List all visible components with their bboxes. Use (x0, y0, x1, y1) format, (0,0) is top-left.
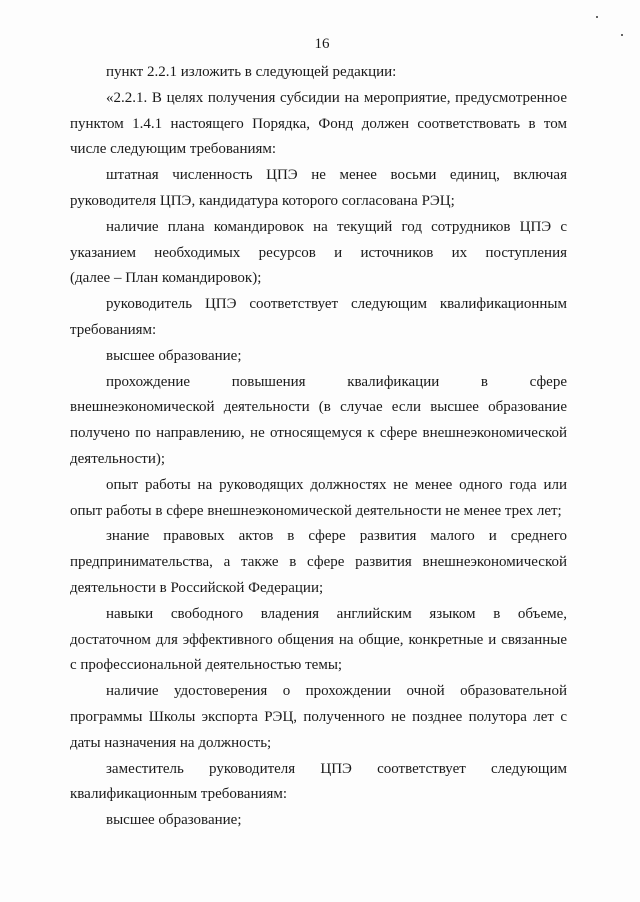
document-body (70, 60, 567, 834)
scan-speck (596, 16, 598, 18)
text-line: навыки свободного владения английским языком в объеме, (106, 605, 567, 622)
text-line: руководитель ЦПЭ соответствует следующим квалификационным (106, 296, 567, 313)
paragraph (70, 757, 567, 809)
text-line: получено по направлению, не относящемуся к сфере внешнеэкономической (70, 425, 567, 442)
text-line: руководителя ЦПЭ, кандидатура которого согласована РЭЦ; (70, 192, 455, 209)
text-line: опыт работы в сфере внешнеэкономической деятельности не менее трех лет; (70, 502, 562, 519)
paragraph (70, 808, 567, 834)
text-line: наличие удостоверения о прохождении очной образовательной (106, 683, 567, 700)
text-line: числе следующим требованиям: (70, 141, 277, 158)
paragraph (70, 215, 567, 292)
text-line: заместитель руководителя ЦПЭ соответствует следующим (106, 760, 567, 777)
text-line: «2.2.1. В целях получения субсидии на мероприятие, предусмотренное (106, 89, 567, 106)
paragraph (70, 473, 567, 525)
text-line: деятельности); (70, 450, 166, 467)
text-line: квалификационным требованиям: (70, 786, 288, 803)
text-line: предпринимательства, а также в сфере развития внешнеэкономической (70, 554, 567, 571)
scan-speck (621, 34, 623, 36)
paragraph (70, 86, 567, 163)
paragraph (70, 60, 567, 86)
paragraph (70, 344, 567, 370)
paragraph (70, 163, 567, 215)
text-line: с профессиональной деятельностью темы; (70, 657, 343, 674)
text-line: наличие плана командировок на текущий год сотрудников ЦПЭ с (106, 218, 567, 235)
text-line: штатная численность ЦПЭ не менее восьми единиц, включая (106, 167, 567, 184)
text-line: прохождение повышения квалификации в сфере (106, 373, 567, 390)
text-line: внешнеэкономической деятельности (в случае если высшее образование (70, 399, 567, 416)
text-line: пунктом 1.4.1 настоящего Порядка, Фонд должен соответствовать в том (70, 115, 567, 132)
text-line: достаточном для эффективного общения на общие, конкретные и связанные (70, 631, 567, 648)
paragraph (70, 679, 567, 756)
paragraph (70, 292, 567, 344)
text-line: даты назначения на должность; (70, 734, 272, 751)
paragraph (70, 524, 567, 601)
text-line: высшее образование; (106, 812, 242, 829)
page-number: 16 (314, 36, 330, 52)
text-line: пункт 2.2.1 изложить в следующей редакции: (106, 64, 397, 80)
text-line: опыт работы на руководящих должностях не менее одного года или (106, 476, 567, 493)
text-line: требованиям: (70, 321, 157, 338)
text-line: высшее образование; (106, 347, 242, 364)
text-line: указанием необходимых ресурсов и источников их поступления (70, 244, 567, 261)
text-line: знание правовых актов в сфере развития малого и среднего (106, 528, 567, 545)
text-line: программы Школы экспорта РЭЦ, полученного не позднее полутора лет с (70, 708, 567, 725)
paragraph (70, 370, 567, 473)
paragraph (70, 602, 567, 679)
text-line: (далее – План командировок); (70, 270, 262, 287)
text-line: деятельности в Российской Федерации; (70, 579, 324, 596)
